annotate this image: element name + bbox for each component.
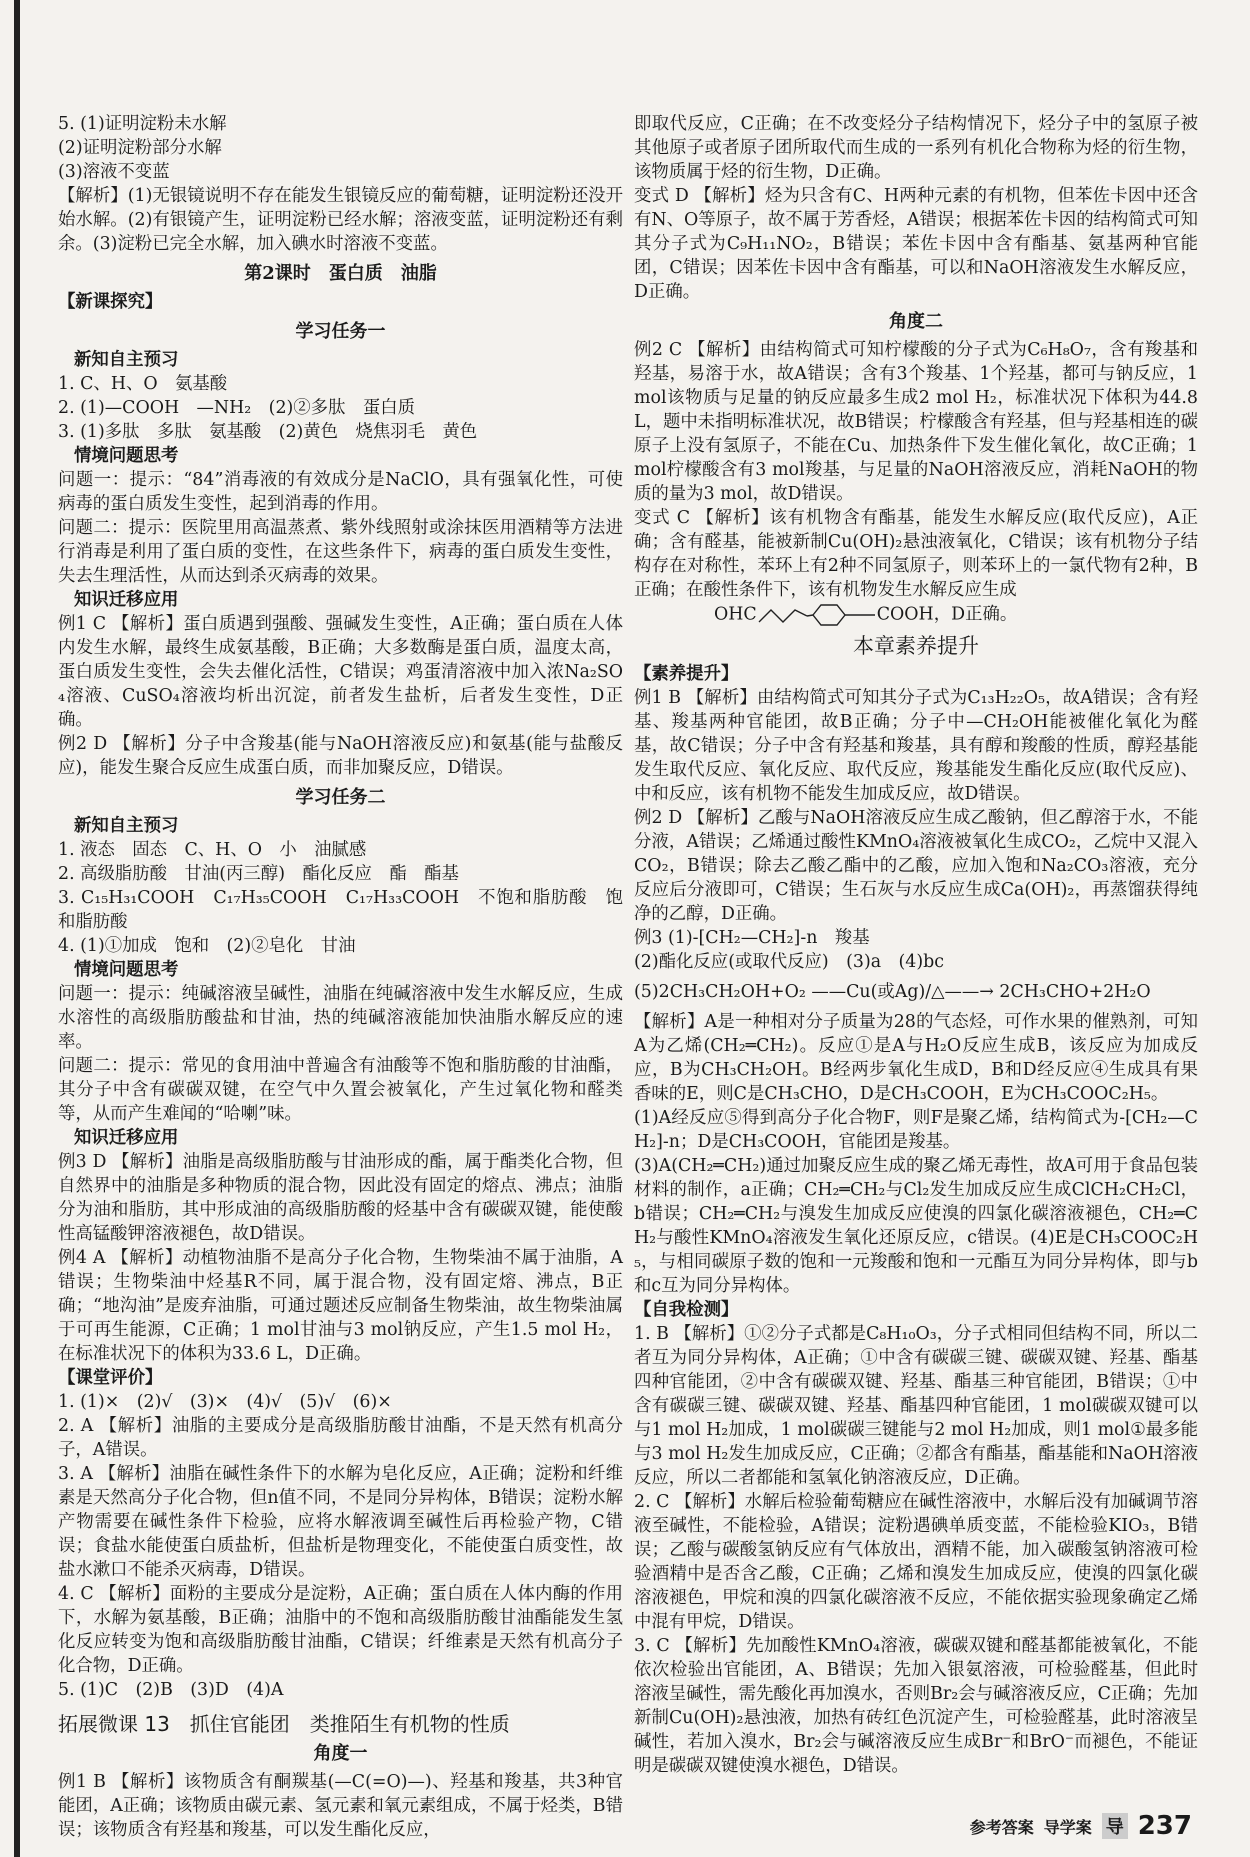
text-line: 1. 液态 固态 C、H、O 小 油腻感: [58, 840, 367, 860]
footer-answers-label: 参考答案: [969, 1817, 1034, 1837]
text-line: (3)溶液不变蓝: [58, 162, 170, 182]
text-line: 4. (1)①加成 饱和 (2)②皂化 甘油: [58, 936, 356, 956]
text-line: 2. A 【解析】油脂的主要成分是高级脂肪酸甘油酯，不是天然有机高分子，A错误。: [58, 1416, 623, 1460]
text-line: 1. (1)× (2)√ (3)× (4)√ (5)√ (6)×: [58, 1392, 392, 1412]
text-line: 例2 C 【解析】由结构简式可知柠檬酸的分子式为C₆H₈O₇，含有羧基和羟基，易溶于水，故A错误；含有3个羧基、1个羟基，都可与钠反应，1 mol该物质与足量的钠反应最多生成2 mol H₂，标准状况下体积为44.8 L，题中未指明标准状况，故B错误；柠檬酸含有羟基，但与羟基相连的碳原子上没有氢原子，不能在Cu、加热条件下发生催化氧化，故C正确；1 mol柠檬酸含有3 mol羧基，与足量的NaOH溶液反应，消耗NaOH的物质的量为3 mol，故D错误。: [634, 340, 1198, 504]
text-line: 问题二：提示：常见的食用油中普遍含有油酸等不饱和脂肪酸的甘油酯，其分子中含有碳碳双键，在空气中久置会被氧化，产生过氧化物和醛类等，从而产生难闻的“哈喇”味。: [58, 1056, 623, 1124]
text-line: (1)A经反应⑤得到高分子化合物F，则F是聚乙烯，结构简式为-[CH₂—CH₂]-n；D是CH₃COOH，官能团是羧基。: [634, 1108, 1198, 1152]
text-line: 例2 D 【解析】乙酸与NaOH溶液反应生成乙酸钠，但乙醇溶于水，不能分液，A错误；乙烯通过酸性KMnO₄溶液被氧化生成CO₂，乙烷中又混入CO₂，B错误；除去乙酸乙酯中的乙酸，应加入饱和Na₂CO₃溶液，充分反应后分液即可，C错误；生石灰与水反应生成Ca(OH)₂，再蒸馏获得纯净的乙醇，D正确。: [634, 808, 1198, 924]
text-line: 例4 A 【解析】动植物油脂不是高分子化合物，生物柴油不属于油脂，A错误；生物柴油中烃基R不同，属于混合物，没有固定熔、沸点，B正确；“地沟油”是废弃油脂，可通过题述反应制备生物柴油，故生物柴油属于可再生能源，C正确；1 mol甘油与3 mol钠反应，产生1.5 mol H₂，在标准状况下的体积为33.6 L，D正确。: [58, 1248, 623, 1364]
text-line: 变式 D 【解析】烃为只含有C、H两种元素的有机物，但苯佐卡因中还含有N、O等原子，故不属于芳香烃，A错误；根据苯佐卡因的结构简式可知其分子式为C₉H₁₁NO₂，B错误；苯佐卡因中含有酯基、氨基两种官能团，C错误；因苯佐卡因中含有酯基，可以和NaOH溶液发生水解反应，D正确。: [634, 186, 1198, 302]
text-line: 2. (1)—COOH —NH₂ (2)②多肽 蛋白质: [58, 398, 416, 418]
sub-heading: 新知自主预习: [74, 816, 179, 836]
text-line: 变式 C 【解析】该有机物含有酯基，能发生水解反应(取代反应)，A正确；含有醛基，能被新制Cu(OH)₂悬浊液氧化，C错误；该有机物分子结构存在对称性，苯环上有2种不同氢原子，则苯环上的一氯代物有2种，B正确；在酸性条件下，该有机物发生水解反应生成: [634, 508, 1198, 600]
text-line: 4. C 【解析】面粉的主要成分是淀粉，A正确；蛋白质在人体内酶的作用下，水解为氨基酸，B正确；油脂中的不饱和高级脂肪酸甘油酯能发生氢化反应转变为饱和高级脂肪酸甘油酯，C错误；纤维素是天然有机高分子化合物，D正确。: [58, 1584, 623, 1676]
binding-spine: [14, 0, 20, 1857]
section-heading: 角度二: [889, 311, 943, 332]
text-line: (3)A(CH₂═CH₂)通过加聚反应生成的聚乙烯无毒性，故A可用于食品包装材料的制作，a正确；CH₂═CH₂与Cl₂发生加成反应生成ClCH₂CH₂Cl，b错误；CH₂═CH₂与溴发生加成反应使溴的四氯化碳溶液褪色，CH₂═CH₂与酸性KMnO₄溶液发生氧化还原反应，c错误。(4)E是CH₃COOC₂H₅，与相同碳原子数的饱和一元羧酸和饱和一元酯互为同分异构体，即与b和c互为同分异构体。: [634, 1156, 1198, 1296]
footer-guide-tag: 导: [1102, 1813, 1128, 1839]
text-line: 例1 C 【解析】蛋白质遇到强酸、强碱发生变性，A正确；蛋白质在人体内发生水解，最终生成氨基酸，B正确；大多数酶是蛋白质，温度太高，蛋白质发生变性，会失去催化活性，C错误；鸡蛋清溶液中加入浓Na₂SO₄溶液、CuSO₄溶液均析出沉淀，前者发生盐析，后者发生变性，D正确。: [58, 614, 623, 730]
sub-heading: 知识迁移应用: [74, 1128, 179, 1148]
text-line: 1. B 【解析】①②分子式都是C₈H₁₀O₃，分子式相同但结构不同，所以二者互为同分异构体，A正确；①中含有碳碳三键、碳碳双键、羟基、酯基四种官能团，②中含有碳碳双键、羟基、酯基三种官能团，B错误；①中含有碳碳三键、碳碳双键、羟基、酯基四种官能团，1 mol碳碳双键可以与1 mol H₂加成，1 mol碳碳三键能与2 mol H₂加成，则1 mol①最多能与3 mol H₂发生加成反应，C正确；②都含有酯基，酯基能和NaOH溶液反应，所以二者都能和氢氧化钠溶液反应，D正确。: [634, 1324, 1198, 1488]
text-line: 2. 高级脂肪酸 甘油(丙三醇) 酯化反应 酯 酯基: [58, 864, 459, 884]
text-line: 3. (1)多肽 多肽 氨基酸 (2)黄色 烧焦羽毛 黄色: [58, 422, 478, 442]
sub-heading: 知识迁移应用: [74, 590, 179, 610]
right-column: [634, 112, 1198, 1778]
bracket-heading: 【自我检测】: [634, 1300, 739, 1320]
text-line: 问题一：提示：“84”消毒液的有效成分是NaClO，具有强氧化性，可使病毒的蛋白质发生变性，起到消毒的作用。: [58, 470, 623, 514]
page-footer: [970, 1810, 1192, 1842]
structure-left-group: OHC: [714, 604, 757, 625]
equation-line: (5)2CH₃CH₂OH+O₂ ——Cu(或Ag)/△——→ 2CH₃CHO+2H₂O: [634, 982, 1151, 1002]
section-heading: 学习任务一: [295, 321, 386, 342]
text-line: 1. C、H、O 氨基酸: [58, 374, 228, 394]
text-line: 3. C 【解析】先加酸性KMnO₄溶液，碳碳双键和醛基都能被氧化，不能依次检验出官能团，A、B错误；先加入银氨溶液，可检验醛基，但此时溶液呈碱性，需先酸化再加溴水，否则Br₂会与碱溶液反应，C正确；先加新制Cu(OH)₂悬浊液，加热有砖红色沉淀产生，可检验醛基，此时溶液呈碱性，若加入溴水，Br₂会与碱溶液反应生成Br⁻和BrO⁻而褪色，不能证明是碳碳双键使溴水褪色，D错误。: [634, 1636, 1198, 1776]
text-line: 例1 B 【解析】该物质含有酮羰基(—C(=O)—)、羟基和羧基，共3种官能团，A正确；该物质由碳元素、氢元素和氧元素组成，不属于烃类，B错误；该物质含有羟基和羧基，可以发生酯化反应，: [58, 1772, 623, 1840]
text-line: 例2 D 【解析】分子中含羧基(能与NaOH溶液反应)和氨基(能与盐酸反应)，能发生聚合反应生成蛋白质，而非加聚反应，D错误。: [58, 734, 623, 778]
bracket-heading: 【素养提升】: [634, 664, 739, 684]
text-line: (2)酯化反应(或取代反应) (3)a (4)bc: [634, 952, 945, 972]
bracket-heading: 【新课探究】: [58, 292, 163, 312]
text-line: 【解析】(1)无银镜说明不存在能发生银镜反应的葡萄糖，证明淀粉还没开始水解。(2)有银镜产生，证明淀粉已经水解；溶液变蓝，证明淀粉还有剩余。(3)淀粉已完全水解，加入碘水时溶液不变蓝。: [58, 186, 623, 254]
section-heading: 学习任务二: [295, 787, 386, 808]
text-line: 3. C₁₅H₃₁COOH C₁₇H₃₅COOH C₁₇H₃₃COOH 不饱和脂肪酸 饱和脂肪酸: [58, 888, 623, 932]
text-line: 2. C 【解析】水解后检验葡萄糖应在碱性溶液中，水解后没有加碱调节溶液至碱性，不能检验，A错误；淀粉遇碘单质变蓝，不能检验KIO₃，B错误；乙酸与碳酸氢钠反应有气体放出，酒精不能，加入碳酸氢钠溶液可检验酒精中是否含乙酸，C正确；乙烯和溴发生加成反应，使溴的四氯化碳溶液褪色，甲烷和溴的四氯化碳溶液不反应，不能依据实验现象确定乙烯中混有甲烷，D错误。: [634, 1492, 1198, 1632]
text-line: 5. (1)证明淀粉未水解: [58, 114, 227, 134]
footer-guide-label: 导学案: [1043, 1817, 1092, 1837]
page-number: 237: [1137, 1811, 1192, 1841]
benzene-chain-icon: [757, 602, 877, 628]
extension-lesson-title: 拓展微课 13 抓住官能团 类推陌生有机物的性质: [58, 1712, 510, 1736]
structure-right-group: COOH: [876, 604, 934, 625]
text-line: 【解析】A是一种相对分子质量为28的气态烃，可作水果的催熟剂，可知A为乙烯(CH₂═CH₂)。反应①是A与H₂O反应生成B，该反应为加成反应，B为CH₃CH₂OH。B经两步氧化生成D，B和D经反应④生成具有果香味的E，则C是CH₃CHO，D是CH₃COOH，E为CH₃COOC₂H₅。: [634, 1012, 1198, 1104]
text-line: 例1 B 【解析】由结构简式可知其分子式为C₁₃H₂₂O₅，故A错误；含有羟基、羧基两种官能团，故B正确；分子中—CH₂OH能被催化氧化为醛基，故C错误；分子中含有羟基和羧基，具有醇和羧酸的性质，醇羟基能发生取代反应、氧化反应、取代反应，羧基能发生酯化反应(取代反应)、中和反应，该有机物不能发生加成反应，故D错误。: [634, 688, 1198, 804]
section-heading: 角度一: [313, 1743, 368, 1764]
sub-heading: 新知自主预习: [74, 350, 179, 370]
structure-tail-text: ，D正确。: [933, 604, 1018, 625]
left-column: [58, 112, 623, 1842]
sub-heading: 情境问题思考: [74, 960, 179, 980]
text-line: 问题二：提示：医院里用高温蒸煮、紫外线照射或涂抹医用酒精等方法进行消毒是利用了蛋白质的变性，在这些条件下，病毒的蛋白质发生变性，失去生理活性，从而达到杀灭病毒的效果。: [58, 518, 623, 586]
text-line: 即取代反应，C正确；在不改变烃分子结构情况下，烃分子中的氢原子被其他原子或者原子团所取代而生成的一系列有机化合物称为烃的衍生物，该物质属于烃的衍生物，D正确。: [634, 114, 1198, 182]
text-line: 3. A 【解析】油脂在碱性条件下的水解为皂化反应，A正确；淀粉和纤维素是天然高分子化合物，但n值不同，不是同分异构体，B错误；淀粉水解产物需要在碱性条件下检验，应将水解液调至碱性后再检验产物，C错误；食盐水能使蛋白质盐析，但盐析是物理变化，不能使蛋白质变性，故盐水漱口不能杀灭病毒，D错误。: [58, 1464, 623, 1580]
text-line: (2)证明淀粉部分水解: [58, 138, 222, 158]
text-line: 问题一：提示：纯碱溶液呈碱性，油脂在纯碱溶液中发生水解反应，生成水溶性的高级脂肪酸盐和甘油，热的纯碱溶液能加快油脂水解反应的速率。: [58, 984, 623, 1052]
bracket-heading: 【课堂评价】: [58, 1368, 163, 1388]
section-heading: 第2课时 蛋白质 油脂: [244, 263, 437, 284]
chapter-heading: 本章素养提升: [853, 634, 979, 658]
structure-formula-line: [634, 602, 1198, 628]
text-line: 5. (1)C (2)B (3)D (4)A: [58, 1680, 284, 1700]
text-line: 例3 D 【解析】油脂是高级脂肪酸与甘油形成的酯，属于酯类化合物，但自然界中的油脂是多种物质的混合物，因此没有固定的熔点、沸点；油脂分为油和脂肪，其中形成油的高级脂肪酸的烃基中含有碳碳双键，能使酸性高锰酸钾溶液褪色，故D错误。: [58, 1152, 623, 1244]
text-line: 例3 (1)-[CH₂—CH₂]-n 羧基: [634, 928, 870, 948]
sub-heading: 情境问题思考: [74, 446, 179, 466]
